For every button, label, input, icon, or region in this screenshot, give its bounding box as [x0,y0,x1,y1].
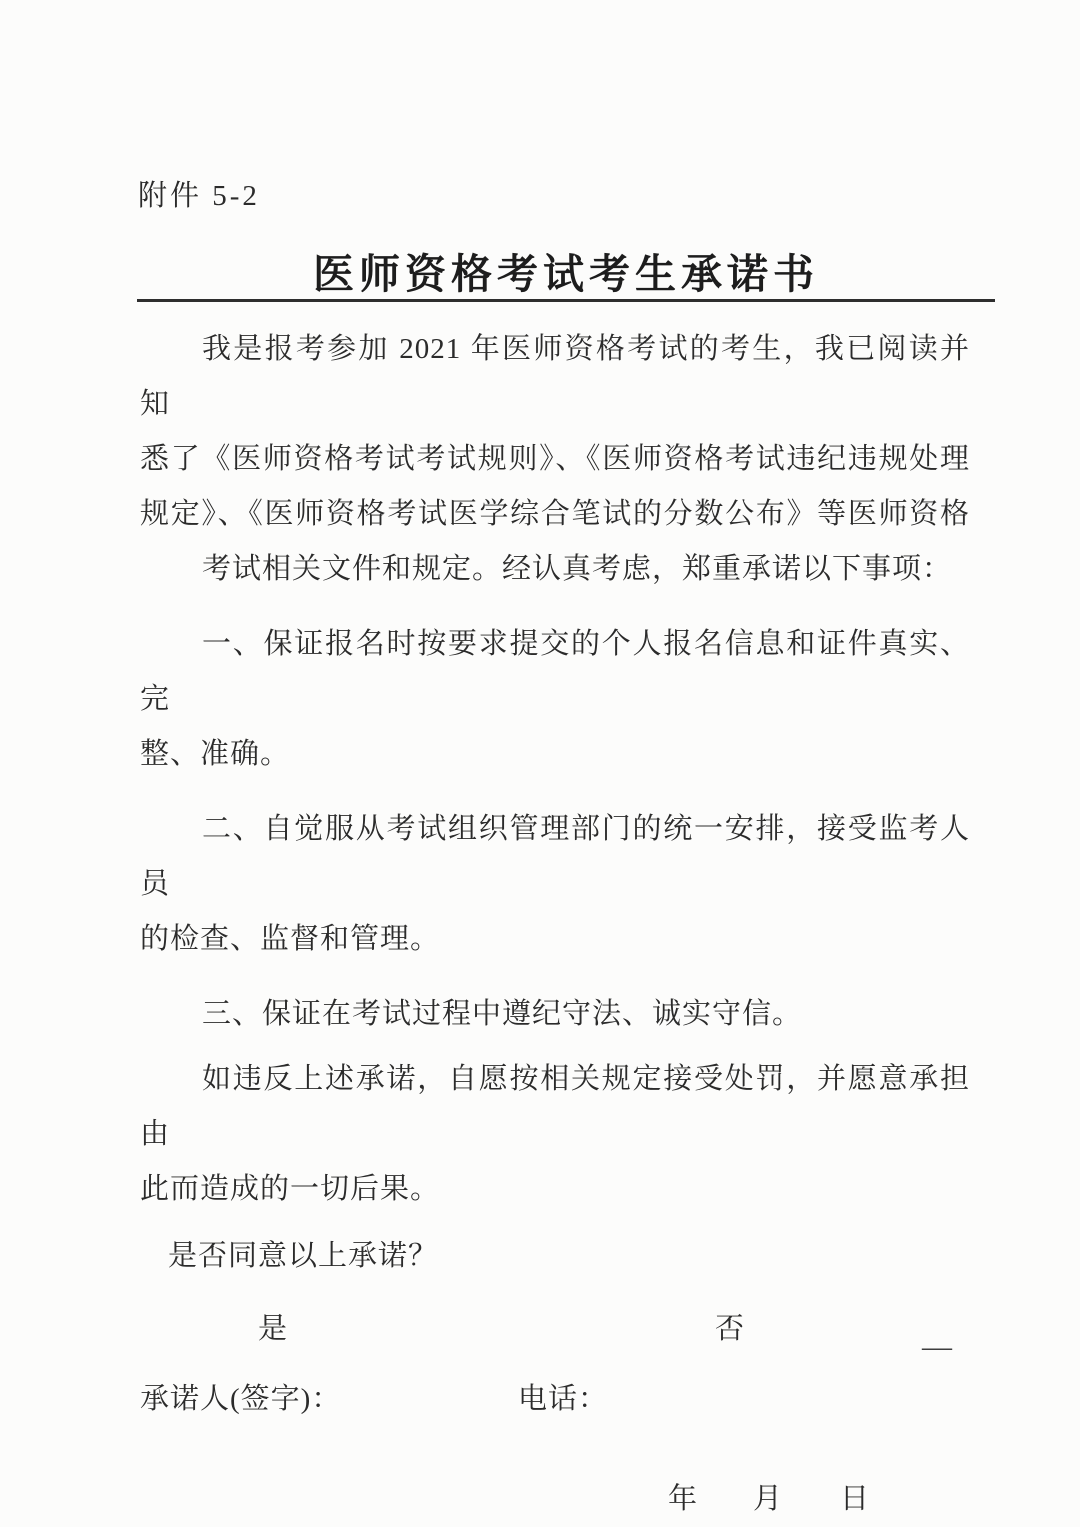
agreement-options [140,1302,970,1357]
attachment-label: 附件 5-2 [138,180,260,212]
commitment-item-1 [140,617,970,782]
day-label: 日 [840,1483,870,1515]
intro-paragraph [140,322,970,597]
phone-label: 电话： [518,1383,609,1415]
commitment-item-3 [140,987,970,1042]
date-row [140,1472,970,1527]
para-line: 一、保证报名时按要求提交的个人报名信息和证件真实、完 [140,628,970,715]
para-line: 二、自觉服从考试组织管理部门的统一安排，接受监考人员 [140,813,970,900]
para-line: 悉了《医师资格考试考试规则》、《医师资格考试违纪违规处理 [140,443,970,475]
signature-row [140,1372,970,1427]
agreement-question: 是否同意以上承诺？ [168,1240,439,1272]
page-number-dash: — [922,1330,952,1363]
option-no[interactable]: 否 [715,1313,745,1345]
signer-label: 承诺人(签字)： [140,1383,342,1415]
para-line: 整、准确。 [140,738,291,770]
month-label: 月 [753,1483,783,1515]
para-line: 如违反上述承诺，自愿按相关规定接受处罚，并愿意承担由 [140,1063,970,1150]
option-yes[interactable]: 是 [258,1313,288,1345]
year-label: 年 [668,1483,698,1515]
para-line: 的检查、监督和管理。 [140,923,441,955]
para-line: 考试相关文件和规定。经认真考虑，郑重承诺以下事项： [202,553,953,585]
para-line: 我是报考参加 2021 年医师资格考试的考生，我已阅读并知 [140,333,970,420]
para-line: 规定》、《医师资格考试医学综合笔试的分数公布》等医师资格 [140,498,970,530]
document-body [140,322,970,1527]
document-title: 医师资格考试考生承诺书 [313,251,819,297]
para-line: 此而造成的一切后果。 [140,1173,441,1205]
para-line: 三、保证在考试过程中遵纪守法、诚实守信。 [202,998,803,1030]
violation-paragraph [140,1052,970,1217]
title-divider [137,299,995,302]
commitment-item-2 [140,802,970,967]
